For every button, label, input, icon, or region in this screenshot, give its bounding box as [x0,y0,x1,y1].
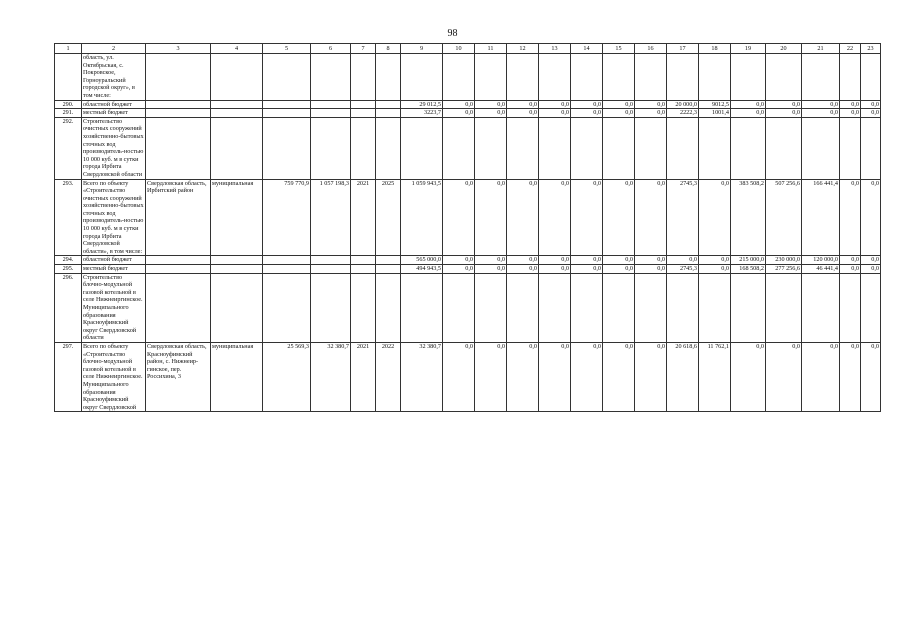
table-cell [443,117,475,179]
table-cell [766,54,802,101]
table-cell [699,117,731,179]
column-header: 9 [401,44,443,54]
table-cell: 0,0 [475,179,507,256]
table-cell: 0,0 [766,100,802,109]
table-cell: 25 569,3 [263,342,311,411]
table-cell: 0,0 [840,100,861,109]
table-cell: 0,0 [475,265,507,274]
column-header: 10 [443,44,475,54]
table-cell [802,117,840,179]
table-cell: 0,0 [539,256,571,265]
table-cell: 0,0 [635,100,667,109]
table-cell: 0,0 [443,342,475,411]
table-cell: 0,0 [507,256,539,265]
table-cell: 20 000,0 [667,100,699,109]
table-cell: 759 770,9 [263,179,311,256]
table-cell [263,100,311,109]
table-cell [401,54,443,101]
table-cell: 166 441,4 [802,179,840,256]
table-cell [311,109,351,118]
table-cell [507,117,539,179]
table-cell [507,273,539,342]
table-cell [507,54,539,101]
column-header: 3 [146,44,211,54]
column-header: 21 [802,44,840,54]
column-header: 1 [55,44,82,54]
table-cell [263,273,311,342]
table-cell: 0,0 [539,109,571,118]
table-cell: 2222,3 [667,109,699,118]
table-cell [603,117,635,179]
table-cell: 0,0 [507,342,539,411]
table-cell [539,117,571,179]
table-cell: 0,0 [840,265,861,274]
table-cell [861,117,881,179]
table-cell: 0,0 [475,256,507,265]
table-cell: 0,0 [635,265,667,274]
table-cell: 0,0 [539,100,571,109]
table-cell: 565 000,0 [401,256,443,265]
column-header: 22 [840,44,861,54]
table-cell: 294. [55,256,82,265]
table-cell [603,54,635,101]
table-cell [146,256,211,265]
table-cell: областной бюджет [82,100,146,109]
table-cell [475,117,507,179]
table-row [55,342,881,411]
table-cell [475,54,507,101]
table-cell: 0,0 [539,265,571,274]
table-cell [443,54,475,101]
table-row [55,179,881,256]
table-cell: 20 618,6 [667,342,699,411]
table-cell [731,117,766,179]
table-cell: 2022 [376,342,401,411]
table-row [55,273,881,342]
table-cell [376,100,401,109]
table-cell: 1001,4 [699,109,731,118]
table-cell: 0,0 [603,179,635,256]
table-cell: 3223,7 [401,109,443,118]
table-cell [351,100,376,109]
table-cell [731,54,766,101]
table-cell: 507 256,6 [766,179,802,256]
table-cell: 0,0 [667,256,699,265]
table-cell: 0,0 [861,100,881,109]
table-cell [311,273,351,342]
table-cell: местный бюджет [82,265,146,274]
table-cell: 292. [55,117,82,179]
table-cell [376,273,401,342]
table-cell [311,117,351,179]
table-cell [311,256,351,265]
table-cell: 0,0 [507,265,539,274]
table-cell: 0,0 [603,256,635,265]
table-cell [766,273,802,342]
table-cell [351,117,376,179]
table-cell: 0,0 [802,100,840,109]
column-header: 4 [211,44,263,54]
table-cell: 0,0 [475,342,507,411]
table-cell: 0,0 [507,100,539,109]
table-cell [667,54,699,101]
table-cell: 0,0 [443,179,475,256]
table-cell: 1 059 943,5 [401,179,443,256]
table-cell [861,273,881,342]
table-cell: 0,0 [443,109,475,118]
table-cell: 295. [55,265,82,274]
table-cell: 0,0 [539,342,571,411]
table-cell: 494 943,5 [401,265,443,274]
table-cell: 296. [55,273,82,342]
table-cell: 0,0 [571,109,603,118]
column-header: 14 [571,44,603,54]
table-cell [571,117,603,179]
table-cell: 230 000,0 [766,256,802,265]
table-cell [55,54,82,101]
page-number: 98 [447,28,458,39]
table-cell: 291. [55,109,82,118]
table-cell: 0,0 [539,179,571,256]
table-cell: 0,0 [861,265,881,274]
table-cell: 0,0 [603,100,635,109]
column-header: 15 [603,44,635,54]
table-cell [211,273,263,342]
table-row [55,256,881,265]
table-cell: 9012,5 [699,100,731,109]
table-cell: Строительство очистных сооружений хозяйственно-бытовых сточных вод производитель-ностью 10 000 куб. м в сутки города Ирбита Свердловской области [83,117,144,178]
table-cell [211,54,263,101]
table-cell: 32 380,7 [311,342,351,411]
column-header: 20 [766,44,802,54]
table-cell [263,54,311,101]
table-cell: 0,0 [635,342,667,411]
column-header: 12 [507,44,539,54]
table-cell: 0,0 [475,109,507,118]
table-cell [146,273,211,342]
table-cell [351,265,376,274]
table-cell: 0,0 [840,256,861,265]
table-cell: 2025 [376,179,401,256]
table-cell [699,273,731,342]
table-cell [263,109,311,118]
table-cell [840,117,861,179]
table-cell: 0,0 [571,342,603,411]
table-cell: 168 508,2 [731,265,766,274]
table-cell [351,256,376,265]
table-cell: 293. [55,179,82,256]
table-cell [731,273,766,342]
table-cell: 11 762,1 [699,342,731,411]
table-cell [635,54,667,101]
header-row [55,44,881,54]
column-header: 7 [351,44,376,54]
table-cell [539,54,571,101]
table-cell [146,265,211,274]
table-cell: 0,0 [731,342,766,411]
table-cell [146,109,211,118]
table-cell: 0,0 [507,179,539,256]
table-cell: 0,0 [571,179,603,256]
table-cell [802,54,840,101]
table-cell [840,273,861,342]
table-cell: 2021 [351,179,376,256]
table-cell [263,117,311,179]
table-cell: 0,0 [802,109,840,118]
table-cell: 0,0 [699,179,731,256]
table-cell: 2745,3 [667,265,699,274]
column-header: 18 [699,44,731,54]
table-cell: местный бюджет [82,109,146,118]
table-cell [699,54,731,101]
column-header: 11 [475,44,507,54]
table-cell: 0,0 [443,256,475,265]
column-header: 23 [861,44,881,54]
table-cell: 0,0 [766,109,802,118]
table-cell: 1 057 198,3 [311,179,351,256]
table-cell: 0,0 [766,342,802,411]
column-header: 2 [82,44,146,54]
table-cell: 0,0 [861,179,881,256]
table-cell: 0,0 [443,265,475,274]
table-cell [401,117,443,179]
table-cell: 2745,3 [667,179,699,256]
column-header: 19 [731,44,766,54]
table-cell [667,117,699,179]
table-cell: 290. [55,100,82,109]
table-cell: 0,0 [699,265,731,274]
table-cell: 2021 [351,342,376,411]
table-cell: Строительство блочно-модульной газовой котельной в селе Нижнеиргинское. Муниципального образования Красноуфимский округ Свердловской области [82,273,146,342]
table-cell [311,54,351,101]
table-cell: 0,0 [603,342,635,411]
table-cell [443,273,475,342]
table-cell [840,54,861,101]
table-cell [146,54,211,101]
table-cell [861,54,881,101]
table-cell [376,109,401,118]
table-cell [211,265,263,274]
table-cell: 0,0 [635,179,667,256]
table-cell: 0,0 [840,342,861,411]
table-cell [211,256,263,265]
table-cell: 215 000,0 [731,256,766,265]
table-cell: 0,0 [699,256,731,265]
table-cell: 0,0 [840,179,861,256]
table-cell: 0,0 [571,256,603,265]
table-cell [376,117,401,179]
table-cell [311,265,351,274]
table-cell: 0,0 [571,265,603,274]
table-cell [263,256,311,265]
table-cell [311,100,351,109]
budget-table [54,43,881,412]
table-cell: 0,0 [861,342,881,411]
table-cell: муниципальная [211,179,263,256]
table-cell: Всего по объекту «Строительство очистных сооружений хозяйственно-бытовых сточных вод производитель-ностью 10 000 куб. м в сутки города Ирбита Свердловской области», в том числе: [83,179,144,255]
table-cell [351,109,376,118]
table-cell [539,273,571,342]
table-cell: 0,0 [507,109,539,118]
column-header: 6 [311,44,351,54]
table-cell: 0,0 [731,100,766,109]
table-cell: муниципальная [211,342,263,411]
table-cell: 0,0 [571,100,603,109]
table-cell: 0,0 [603,265,635,274]
table-cell: Всего по объекту «Строительство блочно-модульной газовой котельной в селе Нижнеиргинское. Муниципального образования Красноуфимский округ Свердловской [82,342,146,411]
table-cell [667,273,699,342]
table-row [55,117,881,179]
table-cell [475,273,507,342]
table-cell: Свердловская область, Ирбитский район [146,179,211,256]
table-cell [635,273,667,342]
column-header: 17 [667,44,699,54]
table-cell [146,117,211,179]
table-cell [376,265,401,274]
column-header: 5 [263,44,311,54]
table-cell [635,117,667,179]
table-cell [146,100,211,109]
column-header: 8 [376,44,401,54]
table-cell [376,256,401,265]
table-cell [376,54,401,101]
table-cell: 0,0 [475,100,507,109]
table-cell: 0,0 [861,109,881,118]
table-row [55,109,881,118]
table-row [55,54,881,101]
table-cell: 0,0 [802,342,840,411]
table-cell [351,273,376,342]
table-cell: 29 012,5 [401,100,443,109]
table-cell: 0,0 [603,109,635,118]
table-cell: 0,0 [731,109,766,118]
table-row [55,265,881,274]
table-cell: 297. [55,342,82,411]
table-cell: областной бюджет [82,256,146,265]
table-cell: Свердловская область, Красноуфимский район, с. Нижнеир-гинское, пер. Россихина, 3 [146,342,211,411]
table-cell [211,109,263,118]
table-cell [263,265,311,274]
table-cell: 0,0 [861,256,881,265]
table-cell: область, ул. Октябрьская, с. Покровское, Горноуральский городской округ», в том числе: [82,54,146,101]
table-cell [603,273,635,342]
table-cell: 383 508,2 [731,179,766,256]
table-cell [802,273,840,342]
table-cell: 46 441,4 [802,265,840,274]
table-cell [571,54,603,101]
table-cell: 0,0 [635,109,667,118]
table-cell [571,273,603,342]
table-cell: 32 380,7 [401,342,443,411]
column-header: 13 [539,44,571,54]
table-cell [351,54,376,101]
table-cell [211,117,263,179]
table-cell: 0,0 [840,109,861,118]
table-row [55,100,881,109]
table-cell [401,273,443,342]
table-cell: 120 000,0 [802,256,840,265]
table-cell: 0,0 [635,256,667,265]
table-cell: 277 256,6 [766,265,802,274]
table-cell [766,117,802,179]
column-header: 16 [635,44,667,54]
table-cell: 0,0 [443,100,475,109]
table-cell [211,100,263,109]
